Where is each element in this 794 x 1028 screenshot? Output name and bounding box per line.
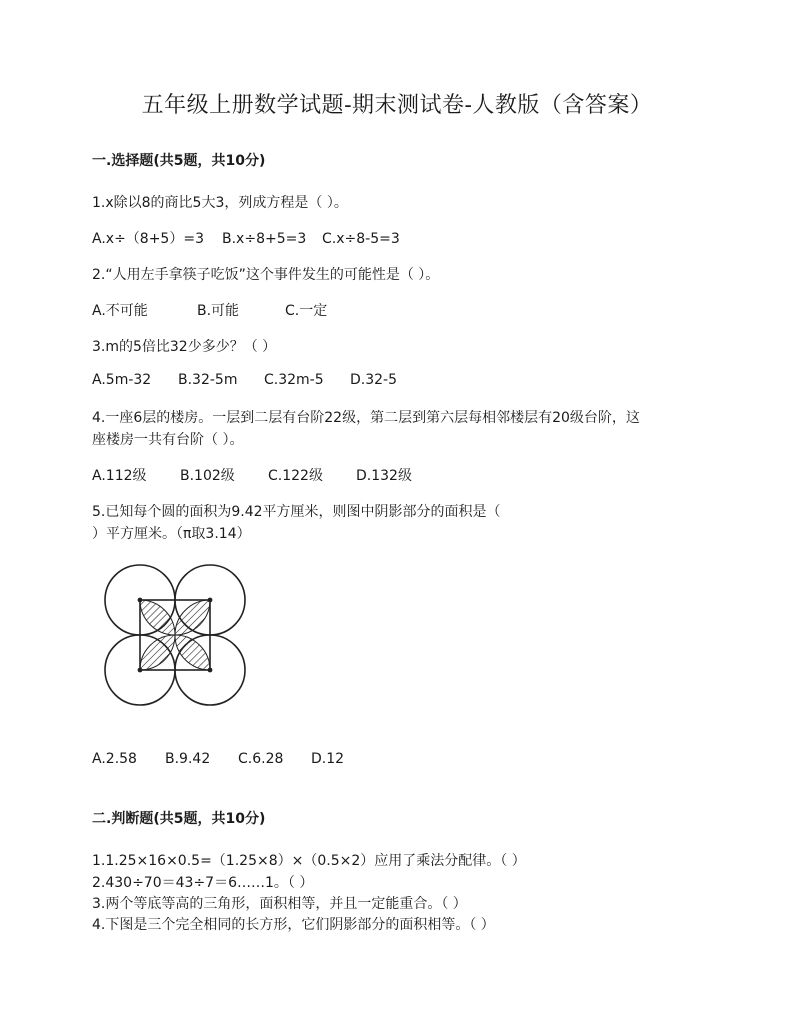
option-d: D.132级 bbox=[356, 468, 412, 484]
option-c: C.一定 bbox=[285, 303, 328, 319]
option-c: C.32m-5 bbox=[264, 372, 324, 388]
judgement-item-3: 3.两个等底等高的三角形，面积相等，并且一定能重合。（ ） bbox=[92, 896, 467, 912]
option-a: A.112级 bbox=[92, 468, 147, 484]
option-a: A.5m-32 bbox=[92, 372, 152, 388]
question-5-stem-line1: 5.已知每个圆的面积为9.42平方厘米，则图中阴影部分的面积是（ bbox=[92, 504, 501, 520]
center-dot bbox=[208, 598, 213, 603]
option-d: D.32-5 bbox=[350, 372, 398, 388]
option-c: C.6.28 bbox=[238, 751, 284, 767]
question-3-stem: 3.m的5倍比32少多少？（ ） bbox=[92, 339, 277, 355]
option-b: B.可能 bbox=[197, 303, 240, 319]
option-b: B.9.42 bbox=[165, 751, 211, 767]
question-2-options bbox=[92, 300, 327, 320]
option-b: B.32-5m bbox=[178, 372, 238, 388]
judgement-item-1: 1.1.25×16×0.5=（1.25×8）×（0.5×2）应用了乘法分配律。（ ） bbox=[92, 853, 526, 869]
question-2-stem: 2.“人用左手拿筷子吃饭”这个事件发生的可能性是（ ）。 bbox=[92, 267, 440, 283]
question-3-options bbox=[92, 372, 397, 388]
option-a: A.2.58 bbox=[92, 751, 137, 767]
question-1-options bbox=[92, 228, 400, 248]
four-circles-shaded-figure bbox=[100, 560, 250, 710]
page-title: 五年级上册数学试题-期末测试卷-人教版（含答案） bbox=[141, 93, 653, 118]
option-a: A.不可能 bbox=[92, 303, 148, 319]
question-4-stem-line2: 座楼房一共有台阶（ ）。 bbox=[92, 432, 244, 448]
section-heading-choice: 一.选择题(共5题，共10分) bbox=[92, 153, 266, 169]
question-5-options bbox=[92, 751, 344, 767]
question-1-stem: 1.x除以8的商比5大3，列成方程是（ ）。 bbox=[92, 195, 348, 211]
judgement-item-4: 4.下图是三个完全相同的长方形，它们阴影部分的面积相等。（ ） bbox=[92, 917, 495, 933]
question-4-stem-line1: 4.一座6层的楼房。一层到二层有台阶22级，第二层到第六层每相邻楼层有20级台阶，这 bbox=[92, 410, 640, 426]
center-dot bbox=[138, 598, 143, 603]
option-b: B.102级 bbox=[180, 468, 235, 484]
center-dot bbox=[208, 668, 213, 673]
question-4-options bbox=[92, 465, 412, 485]
option-c: C.x÷8-5=3 bbox=[322, 231, 400, 247]
option-c: C.122级 bbox=[268, 468, 323, 484]
section-heading-judgement: 二.判断题(共5题，共10分) bbox=[92, 811, 266, 827]
option-a: A.x÷（8+5）=3 bbox=[92, 231, 204, 247]
option-d: D.12 bbox=[311, 751, 345, 767]
question-5-stem-line2: ）平方厘米。（π取3.14） bbox=[92, 526, 251, 542]
center-dot bbox=[138, 668, 143, 673]
option-b: B.x÷8+5=3 bbox=[222, 231, 307, 247]
judgement-item-2: 2.430÷70＝43÷7＝6……1。（ ） bbox=[92, 875, 314, 891]
